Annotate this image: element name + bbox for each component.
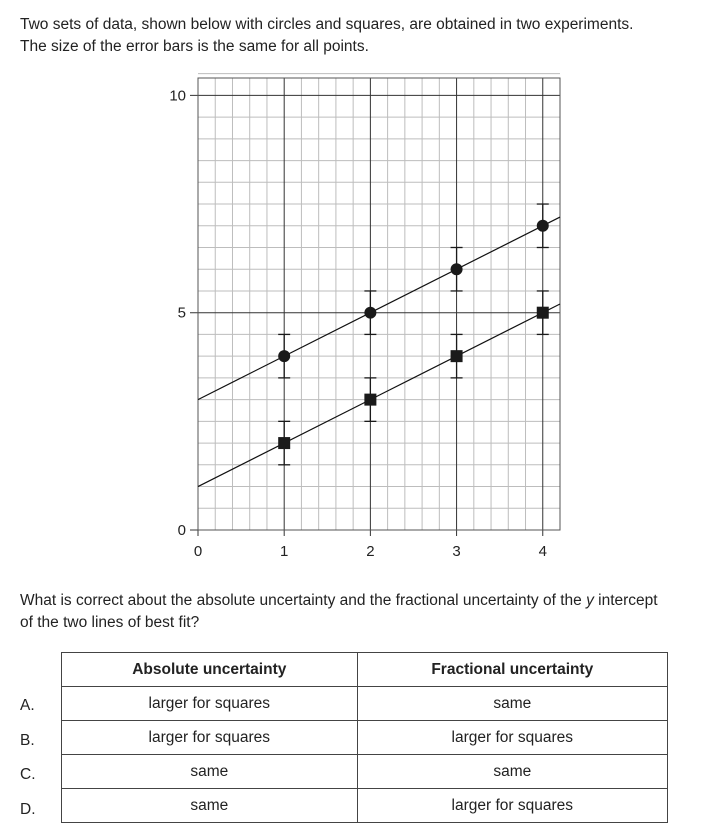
option-letter-a[interactable]: A. [20,697,35,714]
question-line-2: of the two lines of best fit? [20,614,200,631]
question-text-before: What is correct about the absolute uncertainty and the fractional uncertainty of the [20,592,587,609]
circle-data-point [364,307,376,319]
option-a-absolute: larger for squares [62,687,358,721]
table-header-row [62,653,668,687]
answer-options [20,652,668,823]
option-row-b[interactable] [62,721,668,755]
option-c-fractional: same [357,755,667,789]
x-tick-label: 1 [280,543,289,560]
question-text-after: intercept [593,592,658,609]
option-letter-d[interactable]: D. [20,801,36,818]
intro-line-2: The size of the error bars is the same for all points. [20,38,369,55]
x-tick-label: 3 [452,543,461,560]
square-data-point [451,350,463,362]
plot-frame [198,78,560,530]
circle-data-point [278,350,290,362]
circle-data-point [537,220,549,232]
option-row-d[interactable] [62,789,668,823]
option-d-fractional: larger for squares [357,789,667,823]
x-tick-label: 0 [193,543,203,560]
option-b-fractional: larger for squares [357,721,667,755]
option-c-absolute: same [62,755,358,789]
square-data-point [278,437,290,449]
option-letter-c[interactable]: C. [20,766,36,783]
y-tick-label: 0 [177,522,186,539]
header-fractional-uncertainty: Fractional uncertainty [357,653,667,687]
option-b-absolute: larger for squares [62,721,358,755]
square-data-point [364,394,376,406]
question-text [20,590,720,634]
y-tick-label: 5 [177,304,186,322]
x-tick-label: 4 [538,543,547,560]
option-d-absolute: same [62,789,358,823]
option-row-c[interactable] [62,755,668,789]
option-a-fractional: same [357,687,667,721]
answer-table [61,652,668,823]
scatter-chart [160,78,580,568]
x-tick-label: 2 [366,543,375,560]
option-row-a[interactable] [62,687,668,721]
square-data-point [537,307,549,319]
option-letter-b[interactable]: B. [20,732,35,749]
question-intro [20,14,710,58]
question-variable: y [586,592,594,609]
question-line-1 [20,590,720,612]
intro-line-1: Two sets of data, shown below with circles and squares, are obtained in two experiments. [20,16,634,33]
y-tick-label: 10 [169,87,186,105]
squares-best-fit-line [198,304,560,487]
header-absolute-uncertainty: Absolute uncertainty [62,653,358,687]
circles-best-fit-line [198,217,560,400]
circle-data-point [451,263,463,275]
